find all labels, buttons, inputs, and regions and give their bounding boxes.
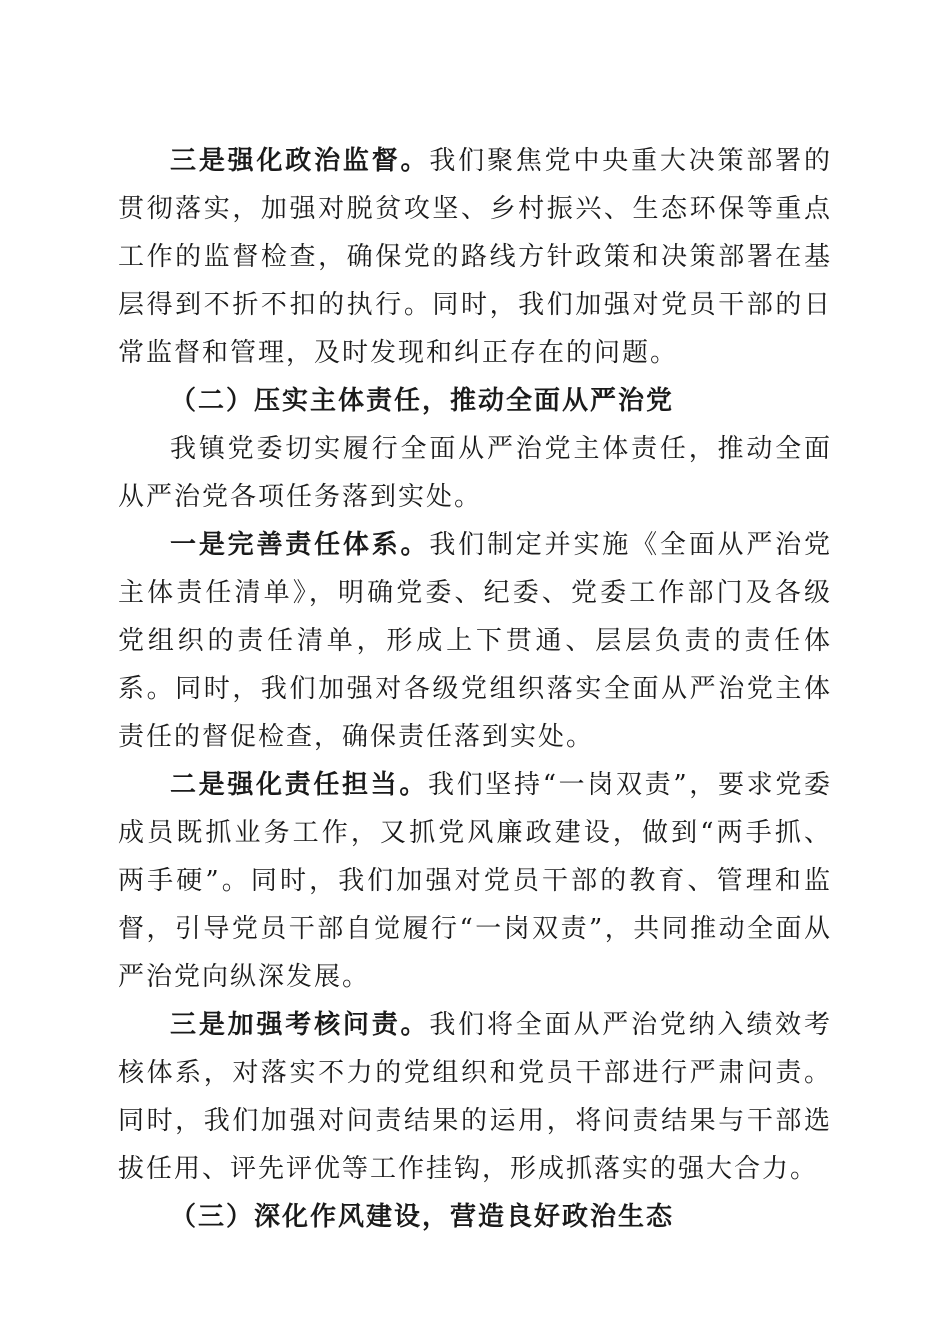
paragraph-lead: 二是强化责任担当。 [170,770,429,800]
paragraph-political-supervision [118,137,832,377]
paragraph-text: 我们将全面从严治党纳入绩效考核体系，对落实不力的党组织和党员干部进行严肃问责。同时，我们加强对问责结果的运用，将问责结果与干部选拔任用、评先评优等工作挂钩，形成抓落实的强大合力。 [118,1010,832,1184]
paragraph-text: 我们制定并实施《全面从严治党主体责任清单》，明确党委、纪委、党委工作部门及各级党组织的责任清单，形成上下贯通、层层负责的责任体系。同时，我们加强对各级党组织落实全面从严治党主体责任的督促检查，确保责任落到实处。 [118,530,832,752]
paragraph-lead: 一是完善责任体系。 [170,530,430,560]
paragraph-lead: 三是强化政治监督。 [170,146,430,176]
paragraph-text: 我镇党委切实履行全面从严治党主体责任，推动全面从严治党各项任务落到实处。 [118,434,832,512]
paragraph-assessment-accountability [118,1001,832,1193]
document-body [118,137,832,1241]
paragraph-text: 我们聚焦党中央重大决策部署的贯彻落实，加强对脱贫攻坚、乡村振兴、生态环保等重点工作的监督检查，确保党的路线方针政策和决策部署在基层得到不折不扣的执行。同时，我们加强对党员干部的日常监督和管理，及时发现和纠正存在的问题。 [118,146,832,368]
section-heading-3: （三）深化作风建设，营造良好政治生态 [170,1202,675,1232]
paragraph-responsibility-system [118,521,832,761]
section-heading-2: （二）压实主体责任，推动全面从严治党 [170,386,675,416]
paragraph-lead: 三是加强考核问责。 [170,1010,430,1040]
paragraph-responsibility-commitment [118,761,832,1001]
paragraph-intro-responsibility [118,425,832,521]
paragraph-text: 我们坚持“一岗双责”，要求党委成员既抓业务工作，又抓党风廉政建设，做到“两手抓、两手硬”。同时，我们加强对党员干部的教育、管理和监督，引导党员干部自觉履行“一岗双责”，共同推动全面从严治党向纵深发展。 [118,770,832,992]
